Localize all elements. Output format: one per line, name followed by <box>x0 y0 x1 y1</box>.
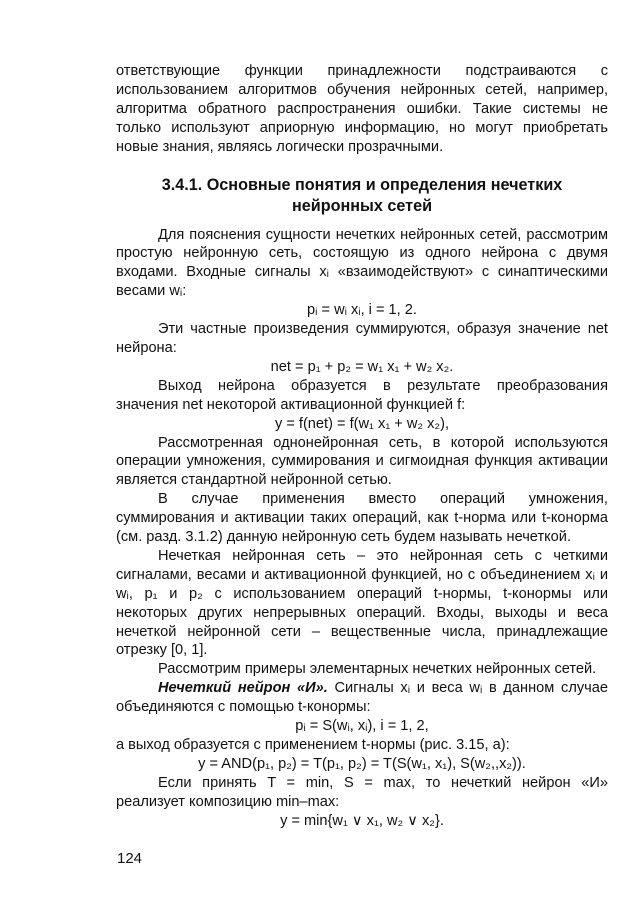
formula: net = p₁ + p₂ = w₁ x₁ + w₂ x₂. <box>270 358 454 375</box>
paragraph: В случае применения вместо операций умножения, суммирования и активации таких операций, как t-норма или t-конорма (см. разд. 3.1.2) данную нейронную сеть будем называть нечеткой. <box>116 491 608 546</box>
paragraph <box>116 679 608 717</box>
page-body <box>116 62 608 831</box>
paragraph: а выход образуется с применением t-нормы (рис. 3.15, а): <box>116 737 510 753</box>
paragraph-continuation: ответствующие функции принадлежности подстраиваются с использованием алгоритмов обучения нейронных сетей, например, алгоритма обратного распространения ошибки. Такие системы не только используют априорную информацию, но могут приобретать новые знания, являясь логически прозрачными. <box>116 63 608 155</box>
paragraph: Эти частные произведения суммируются, образуя значение net нейрона: <box>116 321 608 356</box>
formula: y = AND(p₁, p₂) = T(p₁, p₂) = T(S(w₁, x₁), S(w₂,,x₂)). <box>198 755 526 772</box>
page-number: 124 <box>117 850 143 867</box>
paragraph-text: Сигналы xᵢ и веса wᵢ в данном случае объединяются с помощью t-конормы: <box>116 680 608 716</box>
paragraph: Рассмотренная однонейронная сеть, в которой используются операции умножения, суммирования и сигмоидная функция активации является стандартной нейронной сетью. <box>116 434 608 489</box>
definition-paragraph: Нечеткая нейронная сеть – это нейронная сеть с четкими сигналами, весами и активационной функцией, но с объединением xᵢ и wᵢ, p₁ и p₂ с использованием операций t-нормы, t-конормы или некоторых других непрерывных операций. Входы, выходы и веса нечеткой нейронной сети – вещественные числа, принадлежащие отрезку [0, 1]. <box>116 547 608 659</box>
paragraph: Для пояснения сущности нечетких нейронных сетей, рассмотрим простую нейронную сеть, состоящую из одного нейрона с двумя входами. Входные сигналы xᵢ «взаимодействуют» с синаптическими весами wᵢ: <box>116 226 608 300</box>
formula: pᵢ = S(wᵢ, xᵢ), i = 1, 2, <box>295 718 429 735</box>
section-heading: 3.4.1. Основные понятия и определения нечетких нейронных сетей <box>161 175 563 215</box>
formula: y = min{w₁ ∨ x₁, w₂ ∨ x₂}. <box>280 812 444 829</box>
formula: y = f(net) = f(w₁ x₁ + w₂ x₂), <box>274 415 450 432</box>
paragraph: Рассмотрим примеры элементарных нечетких нейронных сетей. <box>158 661 597 678</box>
paragraph: Выход нейрона образуется в результате преобразования значения net некоторой активационной функцией f: <box>116 377 608 413</box>
paragraph: Если принять T = min, S = max, то нечеткий нейрон «И» реализует композицию min–max: <box>116 774 608 810</box>
term-bold: Нечеткий нейрон «И». <box>158 680 328 697</box>
formula: pᵢ = wᵢ xᵢ, i = 1, 2. <box>307 302 417 319</box>
